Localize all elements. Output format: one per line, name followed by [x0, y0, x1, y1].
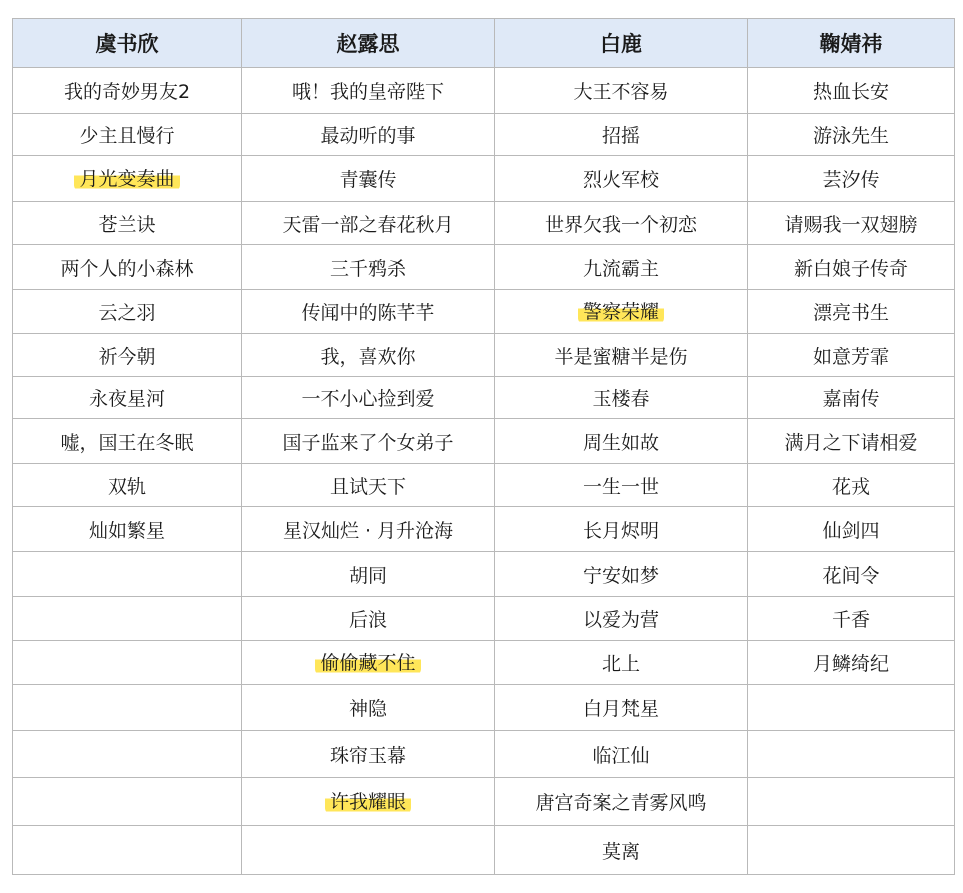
table-cell: [13, 334, 242, 377]
table-cell: [242, 826, 495, 875]
cell-text: 祈今朝: [98, 345, 156, 368]
table-cell: [242, 202, 495, 245]
table-row: [13, 731, 955, 778]
table-row: [13, 156, 955, 202]
cell-text: 千香: [831, 609, 870, 631]
table-cell: [495, 245, 748, 290]
cell-text: 莫离: [601, 840, 640, 863]
table-cell: [748, 377, 955, 419]
highlighted-title: 偷偷藏不住: [315, 651, 420, 675]
table-cell: [13, 290, 242, 334]
table-row: [13, 597, 955, 641]
table-cell: [242, 731, 495, 778]
table-cell: [242, 334, 495, 377]
table-cell: [495, 685, 748, 731]
table-cell: [748, 507, 955, 552]
cell-text: 花戎: [831, 475, 870, 498]
header-cell: 白鹿: [495, 19, 748, 68]
cell-text: 仙剑四: [822, 519, 880, 542]
table-cell: [748, 419, 955, 464]
cell-text: 花间令: [822, 564, 880, 587]
table-cell: [495, 377, 748, 419]
table-cell: [242, 778, 495, 826]
table-row: [13, 507, 955, 552]
table-cell: [13, 202, 242, 245]
cell-text: 漂亮书生: [812, 302, 889, 324]
cell-text: 我，喜欢你: [320, 345, 416, 368]
table-cell: [242, 685, 495, 731]
cell-text: 天雷一部之春花秋月: [282, 213, 454, 236]
cell-text: 星汉灿烂 · 月升沧海: [282, 519, 454, 542]
table-cell: [13, 826, 242, 875]
cell-text: 招摇: [601, 125, 640, 147]
table-cell: [748, 202, 955, 245]
cell-text: 三千鸦杀: [329, 257, 406, 280]
table-cell: [748, 778, 955, 826]
cell-text: 长月烬明: [582, 519, 659, 542]
cell-text: 九流霸主: [582, 257, 659, 280]
cell-text: 唐宫奇案之青雾风鸣: [535, 792, 707, 814]
table-row: [13, 68, 955, 114]
cell-text: 云之羽: [98, 302, 156, 324]
table-cell: [242, 507, 495, 552]
table-cell: [495, 156, 748, 202]
table-cell: [13, 685, 242, 731]
table-cell: [495, 641, 748, 685]
table-cell: [748, 290, 955, 334]
table-row: [13, 826, 955, 875]
table-cell: [13, 507, 242, 552]
cell-text: 周生如故: [582, 431, 659, 454]
cell-text: 灿如繁星: [88, 519, 165, 542]
table-row: [13, 552, 955, 597]
table-cell: [748, 114, 955, 156]
cell-text: 玉楼春: [592, 388, 650, 410]
table-cell: [495, 507, 748, 552]
header-cell: 赵露思: [242, 19, 495, 68]
table-cell: [242, 464, 495, 507]
cell-text: 苍兰诀: [98, 213, 156, 236]
table-cell: [242, 156, 495, 202]
table-row: [13, 290, 955, 334]
table-cell: [748, 464, 955, 507]
table-cell: [13, 68, 242, 114]
table-row: [13, 202, 955, 245]
table-cell: [242, 419, 495, 464]
highlighted-title: 月光变奏曲: [74, 167, 179, 191]
header-cell: 虞书欣: [13, 19, 242, 68]
table-cell: [13, 156, 242, 202]
table-cell: [495, 114, 748, 156]
table-cell: [748, 245, 955, 290]
header-cell: 鞠婧祎: [748, 19, 955, 68]
cell-text: 后浪: [348, 609, 387, 631]
table-row: [13, 245, 955, 290]
table-cell: [242, 114, 495, 156]
table-body: [13, 68, 955, 875]
cell-text: 北上: [601, 653, 640, 675]
drama-table: [12, 18, 955, 875]
table-cell: [748, 156, 955, 202]
cell-text: 白月梵星: [582, 698, 659, 720]
table-row: [13, 334, 955, 377]
table-cell: [13, 377, 242, 419]
cell-text: 永夜星河: [88, 388, 165, 410]
table-cell: [748, 641, 955, 685]
cell-text: 临江仙: [592, 744, 650, 767]
cell-text: 青囊传: [339, 169, 397, 191]
table-cell: [748, 334, 955, 377]
cell-text: 月鳞绮纪: [812, 653, 889, 675]
cell-text: 传闻中的陈芊芊: [301, 302, 435, 324]
table-cell: [13, 114, 242, 156]
cell-text: 半是蜜糖半是伤: [554, 345, 688, 368]
cell-text: 以爱为营: [582, 609, 659, 631]
table-row: [13, 778, 955, 826]
table-cell: [13, 641, 242, 685]
cell-text: 胡同: [348, 564, 387, 587]
cell-text: 请赐我一双翅膀: [784, 213, 918, 236]
cell-text: 嘉南传: [822, 388, 880, 410]
table-cell: [495, 68, 748, 114]
table-cell: [13, 552, 242, 597]
table-cell: [495, 731, 748, 778]
table-cell: [13, 464, 242, 507]
highlighted-title: 警察荣耀: [578, 300, 664, 324]
table-cell: [242, 597, 495, 641]
cell-text: 一生一世: [582, 475, 659, 498]
table-cell: [13, 597, 242, 641]
table-row: [13, 464, 955, 507]
cell-text: 最动听的事: [320, 125, 416, 147]
header-row: [13, 19, 955, 68]
table-cell: [13, 245, 242, 290]
table-cell: [242, 641, 495, 685]
table-cell: [242, 245, 495, 290]
cell-text: 两个人的小森林: [60, 257, 194, 280]
cell-text: 新白娘子传奇: [793, 257, 908, 280]
cell-text: 烈火军校: [582, 169, 659, 191]
table-cell: [495, 419, 748, 464]
cell-text: 芸汐传: [822, 169, 880, 191]
cell-text: 国子监来了个女弟子: [282, 431, 454, 454]
cell-text: 嘘，国王在冬眠: [60, 431, 194, 454]
table-cell: [495, 290, 748, 334]
cell-text: 游泳先生: [812, 125, 889, 147]
cell-text: 我的奇妙男友2: [63, 81, 191, 103]
cell-text: 哦！我的皇帝陛下: [291, 81, 444, 103]
table-cell: [748, 597, 955, 641]
table-row: [13, 377, 955, 419]
cell-text: 一不小心捡到爱: [301, 388, 435, 410]
table-row: [13, 114, 955, 156]
table-cell: [13, 731, 242, 778]
table-cell: [748, 68, 955, 114]
table-cell: [748, 826, 955, 875]
cell-text: 热血长安: [812, 81, 889, 103]
table-cell: [495, 597, 748, 641]
table-cell: [495, 334, 748, 377]
table-cell: [748, 552, 955, 597]
table-cell: [495, 552, 748, 597]
table-cell: [495, 826, 748, 875]
table-row: [13, 685, 955, 731]
cell-text: 少主且慢行: [79, 125, 175, 147]
cell-text: 宁安如梦: [582, 564, 659, 587]
table-row: [13, 641, 955, 685]
cell-text: 满月之下请相爱: [784, 431, 918, 454]
cell-text: 且试天下: [329, 475, 406, 498]
cell-text: 世界欠我一个初恋: [544, 213, 697, 236]
table-cell: [748, 731, 955, 778]
cell-text: 神隐: [348, 698, 387, 720]
table-cell: [242, 290, 495, 334]
table-cell: [242, 377, 495, 419]
highlighted-title: 许我耀眼: [325, 790, 411, 814]
table-row: [13, 419, 955, 464]
table-cell: [495, 464, 748, 507]
table-cell: [242, 68, 495, 114]
table-cell: [13, 778, 242, 826]
cell-text: 珠帘玉幕: [329, 744, 406, 767]
cell-text: 如意芳霏: [812, 345, 889, 368]
table-cell: [495, 778, 748, 826]
table-cell: [748, 685, 955, 731]
table-cell: [242, 552, 495, 597]
table-cell: [13, 419, 242, 464]
cell-text: 大王不容易: [573, 81, 669, 103]
table-cell: [495, 202, 748, 245]
cell-text: 双轨: [107, 475, 146, 498]
